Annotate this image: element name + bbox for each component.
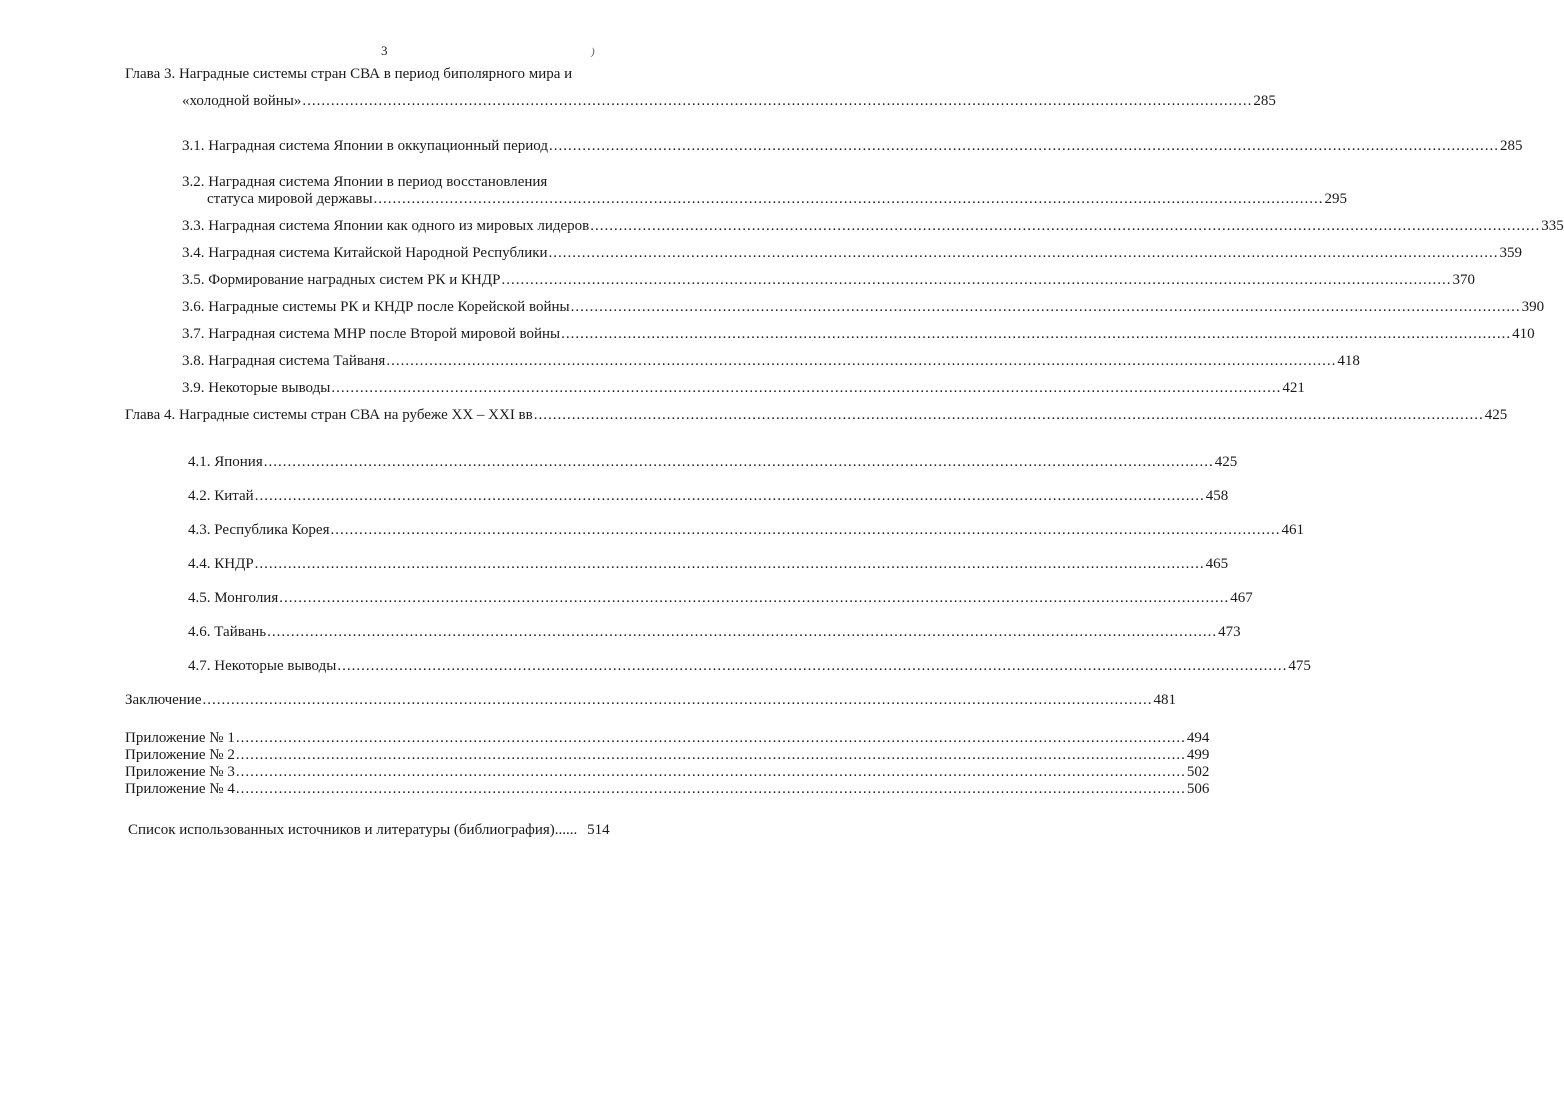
- dot-leader: ........................................................................................................................................................................................................: [254, 556, 1205, 572]
- toc-label: статуса мировой державы: [207, 191, 373, 207]
- toc-label: Заключение: [125, 692, 202, 708]
- toc-label: Приложение № 2: [125, 747, 235, 763]
- toc-entry-3-6: [182, 298, 1545, 316]
- margin-mark: ): [591, 46, 595, 58]
- toc-label: Приложение № 1: [125, 730, 235, 746]
- toc-entry-3-4: [182, 244, 1523, 262]
- toc-label: 4.6. Тайвань: [188, 624, 267, 640]
- toc-label: 3.1. Наградная система Японии в оккупационный период: [182, 138, 548, 154]
- appendix-4-entry: [125, 780, 1210, 798]
- toc-entry-4-6: [188, 623, 1241, 641]
- dot-leader: ........................................................................................................................................................................................................: [533, 407, 1484, 423]
- dot-leader: ........................................................................................................................................................................................................: [302, 93, 1253, 109]
- toc-entry-4-5: [188, 589, 1253, 607]
- dot-leader: ........................................................................................................................................................................................................: [548, 245, 1499, 261]
- toc-label: 3.3. Наградная система Японии как одного из мировых лидеров: [182, 218, 590, 234]
- chapter4-entry: [125, 406, 1508, 424]
- toc-label: Приложение № 4: [125, 781, 235, 797]
- toc-page: 425: [1214, 454, 1238, 470]
- appendix-3-entry: [125, 763, 1210, 781]
- toc-entry-3-5: [182, 271, 1475, 289]
- toc-page: 465: [1205, 556, 1229, 572]
- toc-entry-4-3: [188, 521, 1304, 539]
- bibliography-entry: [128, 821, 610, 839]
- toc-label: 4.5. Монголия: [188, 590, 279, 606]
- dot-leader: ........................................................................................................................................................................................................: [330, 522, 1281, 538]
- toc-page: 370: [1452, 272, 1475, 288]
- toc-page: 295: [1324, 191, 1348, 207]
- dot-leader: ........................................................................................................................................................................................................: [373, 191, 1324, 207]
- dot-leader: ........................................................................................................................................................................................................: [279, 590, 1230, 606]
- toc-label: 3.5. Формирование наградных систем РК и КНДР: [182, 272, 501, 288]
- toc-page: 410: [1512, 326, 1535, 342]
- toc-label: 3.6. Наградные системы РК и КНДР после Корейской войны: [182, 299, 570, 315]
- dot-leader: ........................................................................................................................................................................................................: [267, 624, 1218, 640]
- toc-page: 473: [1218, 624, 1241, 640]
- toc-label: 3.7. Наградная система МНР после Второй мировой войны: [182, 326, 561, 342]
- toc-label: 4.7. Некоторые выводы: [188, 658, 337, 674]
- toc-page: 494: [1186, 730, 1210, 746]
- conclusion-entry: [125, 691, 1176, 709]
- page-number: 3: [381, 43, 388, 58]
- toc-entry-4-7: [188, 657, 1311, 675]
- dot-leader: ........................................................................................................................................................................................................: [254, 488, 1205, 504]
- toc-entry-3-1: [182, 137, 1523, 155]
- toc-page: 467: [1230, 590, 1253, 606]
- dot-leader: ........................................................................................................................................................................................................: [561, 326, 1512, 342]
- toc-label: 4.3. Республика Корея: [188, 522, 330, 538]
- dot-leader: ........................................................................................................................................................................................................: [337, 658, 1288, 674]
- toc-page: 285: [1253, 93, 1276, 109]
- toc-page: 390: [1521, 299, 1545, 315]
- toc-label: 4.4. КНДР: [188, 556, 254, 572]
- toc-entry-3-7: [182, 325, 1535, 343]
- dot-leader: ........................................................................................................................................................................................................: [386, 353, 1337, 369]
- toc-page: 458: [1205, 488, 1229, 504]
- toc-label: 4.2. Китай: [188, 488, 254, 504]
- appendix-1-entry: [125, 729, 1210, 747]
- toc-entry-3-9: [182, 379, 1305, 397]
- toc-page: 514: [587, 822, 610, 838]
- toc-entry-4-2: [188, 487, 1229, 505]
- toc-label: 3.8. Наградная система Тайваня: [182, 353, 386, 369]
- toc-page: 502: [1186, 764, 1210, 780]
- toc-entry-3-3: [182, 217, 1564, 235]
- toc-page: 499: [1186, 747, 1210, 763]
- dot-leader: ........................................................................................................................................................................................................: [235, 747, 1186, 763]
- toc-page: 359: [1499, 245, 1523, 261]
- toc-page: 475: [1288, 658, 1311, 674]
- appendix-2-entry: [125, 746, 1210, 764]
- dot-leader: ........................................................................................................................................................................................................: [263, 454, 1214, 470]
- toc-page: 335: [1541, 218, 1564, 234]
- toc-label: Глава 4. Наградные системы стран СВА на рубеже XX – XXI вв: [125, 407, 533, 423]
- toc-entry-3-2-line1: 3.2. Наградная система Японии в период восстановления: [182, 174, 548, 190]
- dot-leader: ........................................................................................................................................................................................................: [501, 272, 1452, 288]
- toc-page: 425: [1484, 407, 1508, 423]
- toc-label: Список использованных источников и литературы (библиография)......: [128, 822, 578, 838]
- toc-page: 506: [1186, 781, 1210, 797]
- toc-entry-4-1: [188, 453, 1238, 471]
- toc-label: 3.4. Наградная система Китайской Народной Республики: [182, 245, 548, 261]
- toc-entry-3-8: [182, 352, 1360, 370]
- toc-label: «холодной войны»: [182, 93, 302, 109]
- toc-entry-4-4: [188, 555, 1229, 573]
- dot-leader: ........................................................................................................................................................................................................: [235, 764, 1186, 780]
- dot-leader: ........................................................................................................................................................................................................: [590, 218, 1541, 234]
- dot-leader: ........................................................................................................................................................................................................: [570, 299, 1521, 315]
- toc-page: 461: [1281, 522, 1304, 538]
- toc-label: Приложение № 3: [125, 764, 235, 780]
- chapter3-entry: [182, 92, 1276, 110]
- dot-leader: ........................................................................................................................................................................................................: [202, 692, 1153, 708]
- chapter3-title-line1: Глава 3. Наградные системы стран СВА в период биполярного мира и: [125, 66, 573, 82]
- toc-entry-3-2: [207, 190, 1348, 208]
- dot-leader: ........................................................................................................................................................................................................: [235, 781, 1186, 797]
- toc-label: 4.1. Япония: [188, 454, 263, 470]
- dot-leader: ........................................................................................................................................................................................................: [549, 138, 1499, 154]
- toc-page: 418: [1337, 353, 1360, 369]
- toc-label: 3.9. Некоторые выводы: [182, 380, 331, 396]
- dot-leader: ........................................................................................................................................................................................................: [331, 380, 1282, 396]
- toc-page: 285: [1500, 138, 1523, 154]
- toc-page: 481: [1153, 692, 1176, 708]
- toc-page: 421: [1282, 380, 1305, 396]
- dot-leader: ........................................................................................................................................................................................................: [235, 730, 1186, 746]
